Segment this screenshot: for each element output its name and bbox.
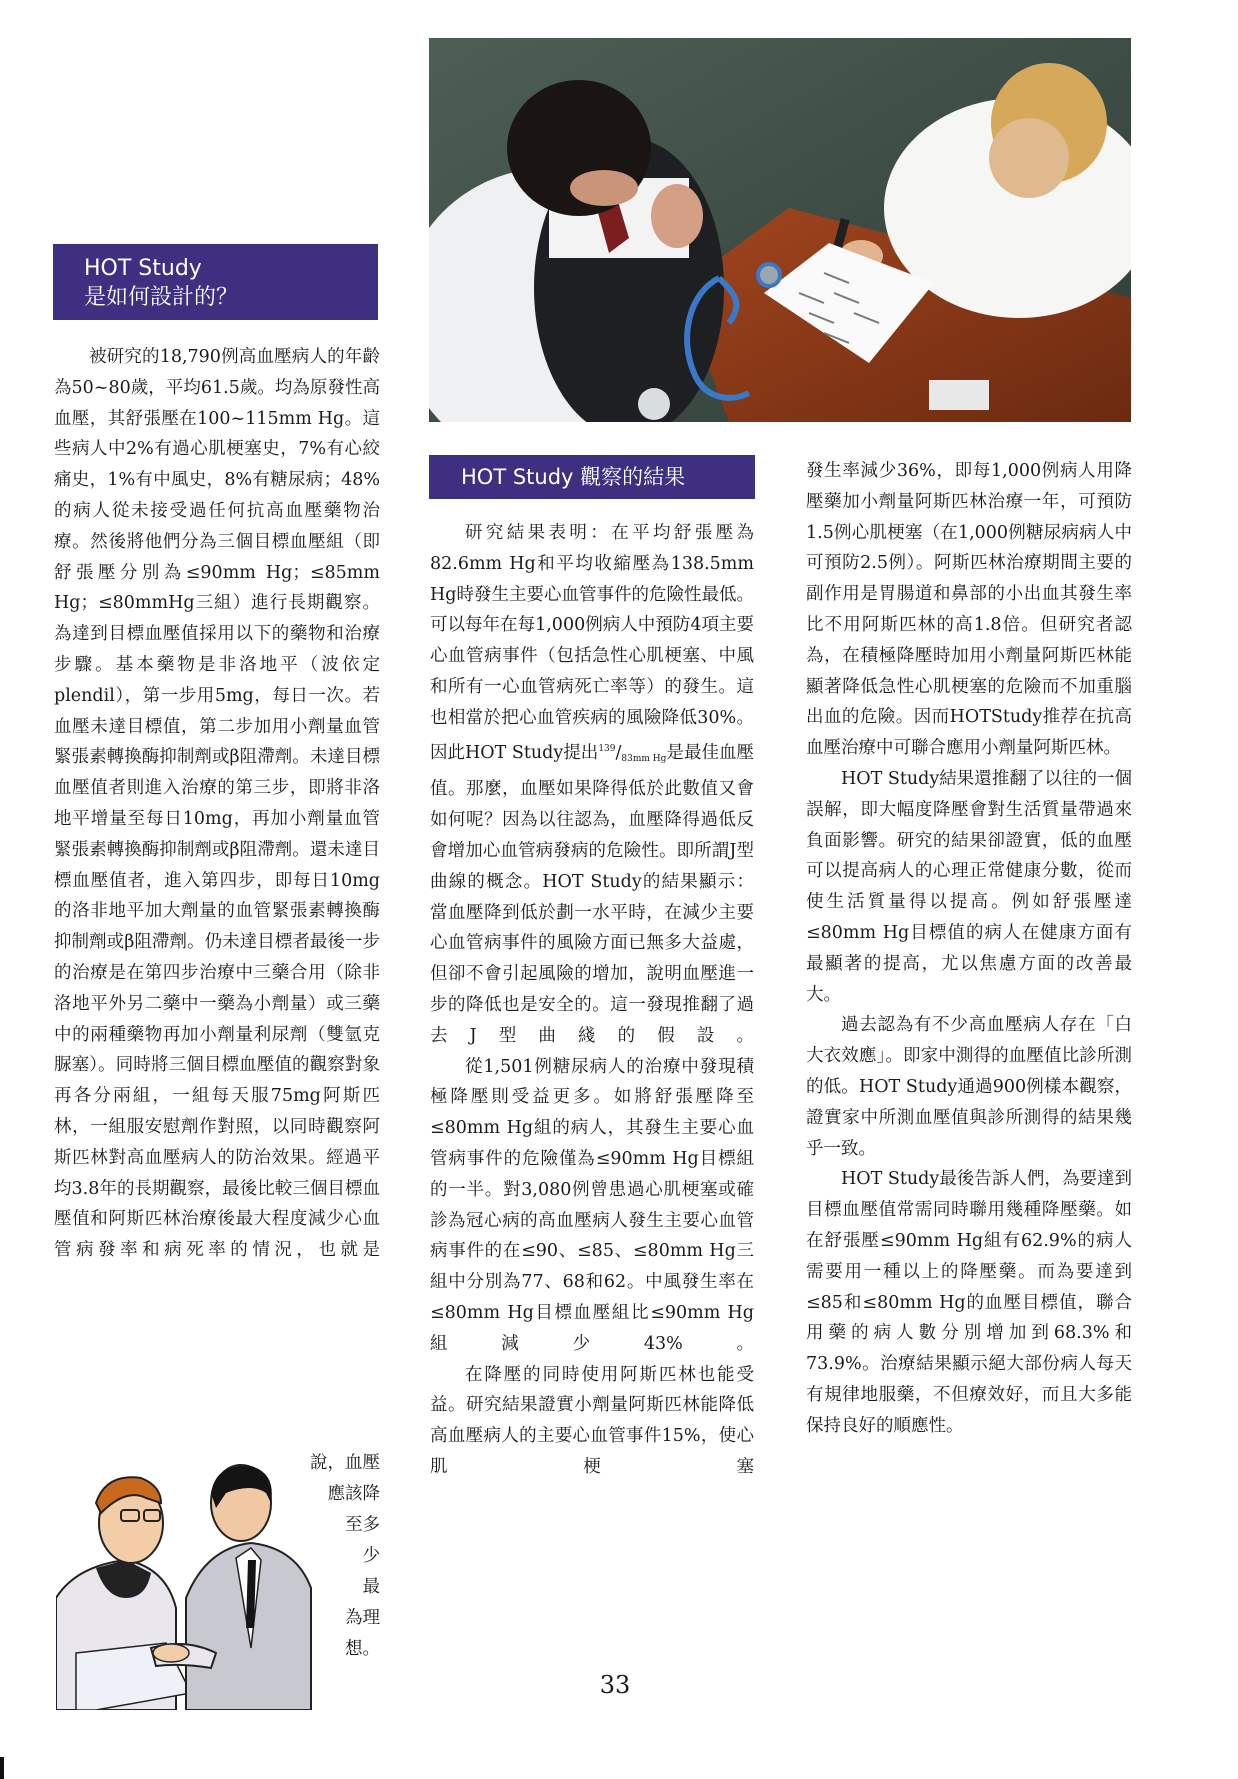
text-line: HOT Study結果還推翻了以 bbox=[841, 768, 1062, 789]
text-line: 要心血管事件15%，使心肌梗塞 bbox=[430, 1426, 754, 1477]
photo-illustration bbox=[429, 38, 1131, 422]
text-line: 血其發生率比不用阿斯匹林的高 bbox=[806, 584, 1133, 635]
section-heading-design bbox=[53, 244, 378, 320]
heading-text: HOT Study 觀察的結果 bbox=[461, 465, 686, 489]
text-line: 劑。還未達目標血壓值者，進入第 bbox=[54, 839, 380, 891]
text-line: 想。 bbox=[345, 1639, 380, 1659]
text-line: 達到≤85和≤80mm Hg的血壓目 bbox=[806, 1261, 1132, 1313]
text-line: 至多 bbox=[345, 1515, 380, 1535]
text-line: 小劑量利尿劑（雙氫克脲塞）。同 bbox=[54, 1024, 381, 1076]
text-line: 的血壓值比診所測的低。 bbox=[806, 1046, 1132, 1097]
text-line: 生主要心血管病事件的在≤90、 bbox=[430, 1210, 755, 1262]
text-line: 危險僅為≤90mm Hg目標組的 bbox=[430, 1148, 754, 1200]
text-line: 舒張壓降至≤80mm Hg組的病 bbox=[430, 1087, 755, 1139]
paragraph bbox=[430, 1052, 754, 1360]
heading-line-2: 是如何設計的？ bbox=[84, 285, 239, 310]
illustration-drawing bbox=[56, 1448, 331, 1710]
column-2-text bbox=[430, 518, 754, 1483]
text-line: 為理 bbox=[345, 1608, 380, 1628]
text-line: 從而使生活質量得以提高。例如 bbox=[806, 861, 1133, 913]
text-line: 示絕大部份病人每天有規律地服 bbox=[806, 1354, 1133, 1405]
text-line: 降低急性心肌梗塞的危險而不加 bbox=[842, 676, 1097, 697]
text-line: 90mm Hg；≤85mm Hg；≤80mm bbox=[54, 562, 380, 614]
text-line: 各分兩組，一組每天服75mg阿斯 bbox=[73, 1086, 363, 1107]
text-line: ≤80mm Hg目標血壓組比 bbox=[430, 1302, 651, 1323]
text-line: 時將三個目標血壓值的觀察對象再 bbox=[54, 1055, 380, 1107]
text-line: 或β阻滯劑。未達目標血壓值者則 bbox=[54, 747, 380, 799]
text-line: 從1,501例糖尿病人的治療中 bbox=[465, 1056, 700, 1077]
text-line: 用（除非洛地平外另二藥中一藥為 bbox=[54, 962, 381, 1014]
text-line: 舒張壓達≤80mm Hg目標值的病 bbox=[806, 892, 1133, 943]
text-line: 人在健康方面有最顯著的提高， bbox=[806, 922, 1132, 974]
text-line: HOT Study最後告訴人們， bbox=[841, 1169, 1062, 1190]
text-line: 尤以焦慮方面的改善最大。 bbox=[806, 953, 1132, 1005]
text-line: 疾病的風險降低30%。因此 bbox=[430, 707, 754, 763]
text-line: 現推翻了過去J型曲綫的假設。 bbox=[430, 994, 755, 1046]
text-line: 1.8倍。但研究者認為，在積極降 bbox=[806, 614, 1132, 666]
text-line: 小劑量）或三藥中的兩種藥物再加 bbox=[54, 993, 381, 1045]
text-line: 人用降壓藥加小劑量阿斯匹林治 bbox=[806, 461, 1132, 512]
heading-line-1: HOT Study bbox=[84, 256, 202, 281]
text-line: Study推荐在抗高血壓治療中可 bbox=[806, 707, 1132, 759]
paragraph bbox=[54, 342, 380, 1266]
text-line: 驟。基本藥物是非洛地平（波依定 bbox=[74, 654, 381, 675]
text-line: 48%的病人從未接受過任何抗高血 bbox=[54, 470, 380, 521]
text-line: 或β阻滯劑。仍未達目標者最後一 bbox=[106, 932, 363, 953]
text-line: 在降壓的同時使用阿斯匹林 bbox=[465, 1364, 698, 1385]
text-line: 壓藥物治療。然後將他們分為三個 bbox=[54, 500, 380, 552]
text-line: 療一年，可預防1.5例心肌梗塞 bbox=[806, 491, 1133, 543]
text-line: 病發率和病死率的情況，也就是 bbox=[76, 1240, 381, 1261]
text-line: 對生活質量帶過來負面影響。研 bbox=[806, 799, 1133, 851]
column-3-text bbox=[806, 456, 1132, 1442]
text-line: 察，證實家中所測血壓值與診所 bbox=[806, 1076, 1133, 1128]
text-line: HOT Study通過900例樣本觀 bbox=[858, 1076, 1097, 1097]
paragraph bbox=[430, 1360, 754, 1483]
text-line: 研究結果表明：在平均舒張壓 bbox=[465, 523, 737, 543]
hero-photo-doctor-consultation bbox=[429, 38, 1131, 422]
text-line: 少 bbox=[362, 1546, 380, 1566]
fraction-denominator: 83mm Hg bbox=[621, 753, 667, 764]
text-line: 1,000例病人中預防4項主要心血 bbox=[430, 615, 755, 667]
text-line: 於此數值又會如何呢？因為以往 bbox=[430, 779, 755, 831]
paragraph bbox=[806, 1164, 1132, 1441]
paragraph bbox=[806, 764, 1132, 1010]
text-line: plendil），第一步用5mg，每日一 bbox=[54, 685, 327, 706]
fraction-numerator: 139 bbox=[598, 743, 616, 754]
text-line: 血壓值。那麼，血壓如果降得低 bbox=[430, 742, 754, 800]
text-line: 的發生。這也相當於把心血管 bbox=[430, 676, 755, 728]
text-line: 步的治療是在第四步治療中三藥合 bbox=[54, 932, 381, 983]
text-line: 壓時加用小劑量阿斯匹林能顯著 bbox=[806, 645, 1133, 697]
text-line: 匹林，一組服安慰劑作對照，以同 bbox=[54, 1086, 380, 1137]
text-line: 或確診為冠心病的高血壓病人發 bbox=[430, 1179, 755, 1231]
text-line: 發生率減少36%，即每1,000例病 bbox=[806, 461, 1079, 481]
text-line: 2.5例）。阿斯匹林治療期間主要 bbox=[860, 553, 1115, 574]
text-line: 目標血壓組（即舒張壓分別為≤ bbox=[54, 531, 381, 583]
text-line: 測得的結果幾乎一致。 bbox=[806, 1107, 1133, 1159]
text-line: HOT Study提出 bbox=[465, 742, 599, 763]
text-line: 均為原發性高血壓，其舒張壓在 bbox=[54, 377, 380, 429]
text-line: 風和所有一心血管病死亡率等） bbox=[430, 646, 755, 697]
text-line: 77、68和62。中風發生率在 bbox=[521, 1272, 754, 1293]
text-line: 一半。對3,080例曾患過心肌梗塞 bbox=[448, 1179, 719, 1200]
text-line: 標血壓值採用以下的藥物和治療步 bbox=[54, 624, 381, 675]
text-line: 被研究的18,790例高血壓病人 bbox=[89, 347, 328, 367]
text-line: 人，其發生主要心血管病事件的 bbox=[430, 1118, 754, 1169]
text-line: 的副作用是胃腸道和鼻部的小出 bbox=[806, 553, 1132, 605]
paragraph bbox=[806, 1010, 1132, 1164]
text-line: 阿斯匹林能降低高血壓病人的主 bbox=[430, 1395, 755, 1447]
text-line: 曲線的概念。HOT Study的結果 bbox=[430, 871, 700, 892]
text-line: 發現積極降壓則受益更多。如將 bbox=[430, 1056, 755, 1108]
illustration-two-men bbox=[56, 1448, 331, 1710]
text-line: 要用一種以上的降壓藥。而為要 bbox=[825, 1261, 1096, 1282]
text-line: 風險方面已無多大益處，但卻不 bbox=[430, 933, 755, 985]
text-line: （在1,000例糖尿病病人中可預防 bbox=[806, 522, 1132, 574]
text-line: 說，血壓 bbox=[310, 1453, 380, 1473]
text-line: 用小劑量血管緊張素轉換酶抑制劑 bbox=[54, 716, 381, 768]
text-line: ≤85、≤80mm Hg三組中分別為 bbox=[430, 1241, 754, 1293]
text-line: 重腦出血的危險。因而HOT bbox=[806, 676, 1133, 728]
text-line: 察，最後比較三個目標血壓值和阿 bbox=[54, 1178, 380, 1230]
text-line: 往的一個誤解，即大幅度降壓會 bbox=[806, 768, 1133, 820]
text-line: 增量至每日10mg，再加小劑量血 bbox=[90, 808, 363, 829]
text-line: 也能受益。研究結果證實小劑量 bbox=[430, 1364, 755, 1416]
text-line: 100~115mm Hg。這些病人中 bbox=[54, 408, 380, 460]
text-line: ≤90mm Hg組減少43%。 bbox=[430, 1302, 754, 1354]
section-heading-results bbox=[429, 455, 755, 499]
text-line: 進入治療的第三步，即將非洛地平 bbox=[54, 778, 381, 829]
text-line: 加到68.3%和73.9%。治療結果顯 bbox=[806, 1323, 1133, 1375]
text-line: 認為，血壓降得過低反會增加心 bbox=[430, 810, 755, 861]
text-line: 治效果。經過平均3.8年的長期觀 bbox=[54, 1147, 381, 1199]
text-line: 應該降 bbox=[327, 1484, 380, 1504]
text-line: 顯示：當血壓降到低於劃一水平 bbox=[430, 871, 755, 923]
text-line: 2%有過心肌梗塞史，7%有心絞痛 bbox=[54, 439, 381, 491]
text-line: Hg三組）進行長期觀察。為達到目 bbox=[54, 593, 380, 645]
text-line: 史，1%有中風史，8%有糖尿病； bbox=[71, 470, 342, 491]
text-line: 持良好的順應性。 bbox=[823, 1415, 964, 1436]
page-number: 33 bbox=[599, 1671, 631, 1699]
text-line: 四步，即每日10mg的洛非地平加 bbox=[54, 870, 380, 922]
text-line: 時觀察阿斯匹林對高血壓病人的防 bbox=[54, 1116, 381, 1168]
text-line: 的年齡為50~80歲，平均61.5歲。 bbox=[54, 347, 381, 398]
text-line: 次。若血壓未達目標值，第二步加 bbox=[54, 685, 380, 737]
text-line: 聯合應用小劑量阿斯匹林。 bbox=[911, 738, 1121, 759]
text-line: 提高病人的心理正常健康分數， bbox=[842, 861, 1097, 882]
text-line: 究的結果卻證實，低的血壓可以 bbox=[806, 830, 1133, 882]
text-line: 會引起風險的增加，說明血壓進 bbox=[484, 964, 737, 985]
text-line: 藥，不但療效好，而且大多能保 bbox=[806, 1384, 1133, 1436]
scan-edge-mark bbox=[0, 1757, 4, 1779]
text-line: 最 bbox=[362, 1577, 380, 1597]
text-line: 用幾種降壓藥。如在舒張壓 bbox=[806, 1200, 1133, 1251]
text-line: 大劑量的血管緊張素轉換酶抑制劑 bbox=[54, 901, 381, 953]
text-line: 為要達到目標血壓值常需同時聯 bbox=[806, 1169, 1133, 1221]
paragraph bbox=[806, 456, 1132, 764]
text-line: 管病事件（包括急性心肌梗塞、中 bbox=[466, 646, 737, 667]
text-line: 是最佳 bbox=[666, 742, 719, 763]
text-line: ≤90mm Hg組有62.9%的病人需 bbox=[806, 1230, 1133, 1282]
text-line: 為82.6mm Hg和平均收縮壓為 bbox=[430, 523, 754, 574]
paragraph: 研究結果表明：在平均舒張壓為82.6mm Hg和平均收縮壓為138.5mm Hg時發生主要心血管事件的危險性最低。可以每年在每1,000例病人中預防4項主要心血管病事件（包括急性心肌梗塞、中風和所有一心血管病死亡率等）的發生。這也相當於把心血管疾病的風險降低30%。因此HOT Study提出$^{139}/_{83mm Hg}$是最佳血壓值。那麼，血壓如果降得低於此數值又會如何呢？因為以往認為，血壓降得過低反會增加心血管病發病的危險性。即所謂J型曲線的概念。HOT Study的結果顯示：當血壓降到低於劃一水平時，在減少主要心血管病事件的風險方面已無多大益處，但卻不會引起風險的增加，說明血壓進一步的降低也是安全的。這一發現推翻了過去J型曲綫的假設。 bbox=[430, 523, 755, 1046]
text-line: 斯匹林治療後最大程度減少心血管 bbox=[54, 1209, 381, 1261]
text-line: 血管病發病的危險性。即所謂J型 bbox=[500, 840, 755, 861]
text-line: 管緊張素轉換酶抑制劑或β阻滯 bbox=[54, 808, 380, 860]
text-line: 一步的降低也是安全的。這一發 bbox=[430, 964, 755, 1015]
text-line: 過去認為有不少高血壓病人 bbox=[841, 1015, 1060, 1036]
text-line: 138.5mm Hg時發生主要心血管事 bbox=[430, 553, 754, 605]
text-line: 標值，聯合用藥的病人數分別增 bbox=[806, 1292, 1133, 1344]
text-line: 存在「白大衣效應」。即家中測得 bbox=[806, 1015, 1133, 1067]
text-line: 件的危險性最低。可以每年在每 bbox=[430, 584, 754, 636]
column-1-text bbox=[54, 342, 380, 1266]
text-line: 時，在減少主要心血管病事件的 bbox=[430, 902, 755, 954]
